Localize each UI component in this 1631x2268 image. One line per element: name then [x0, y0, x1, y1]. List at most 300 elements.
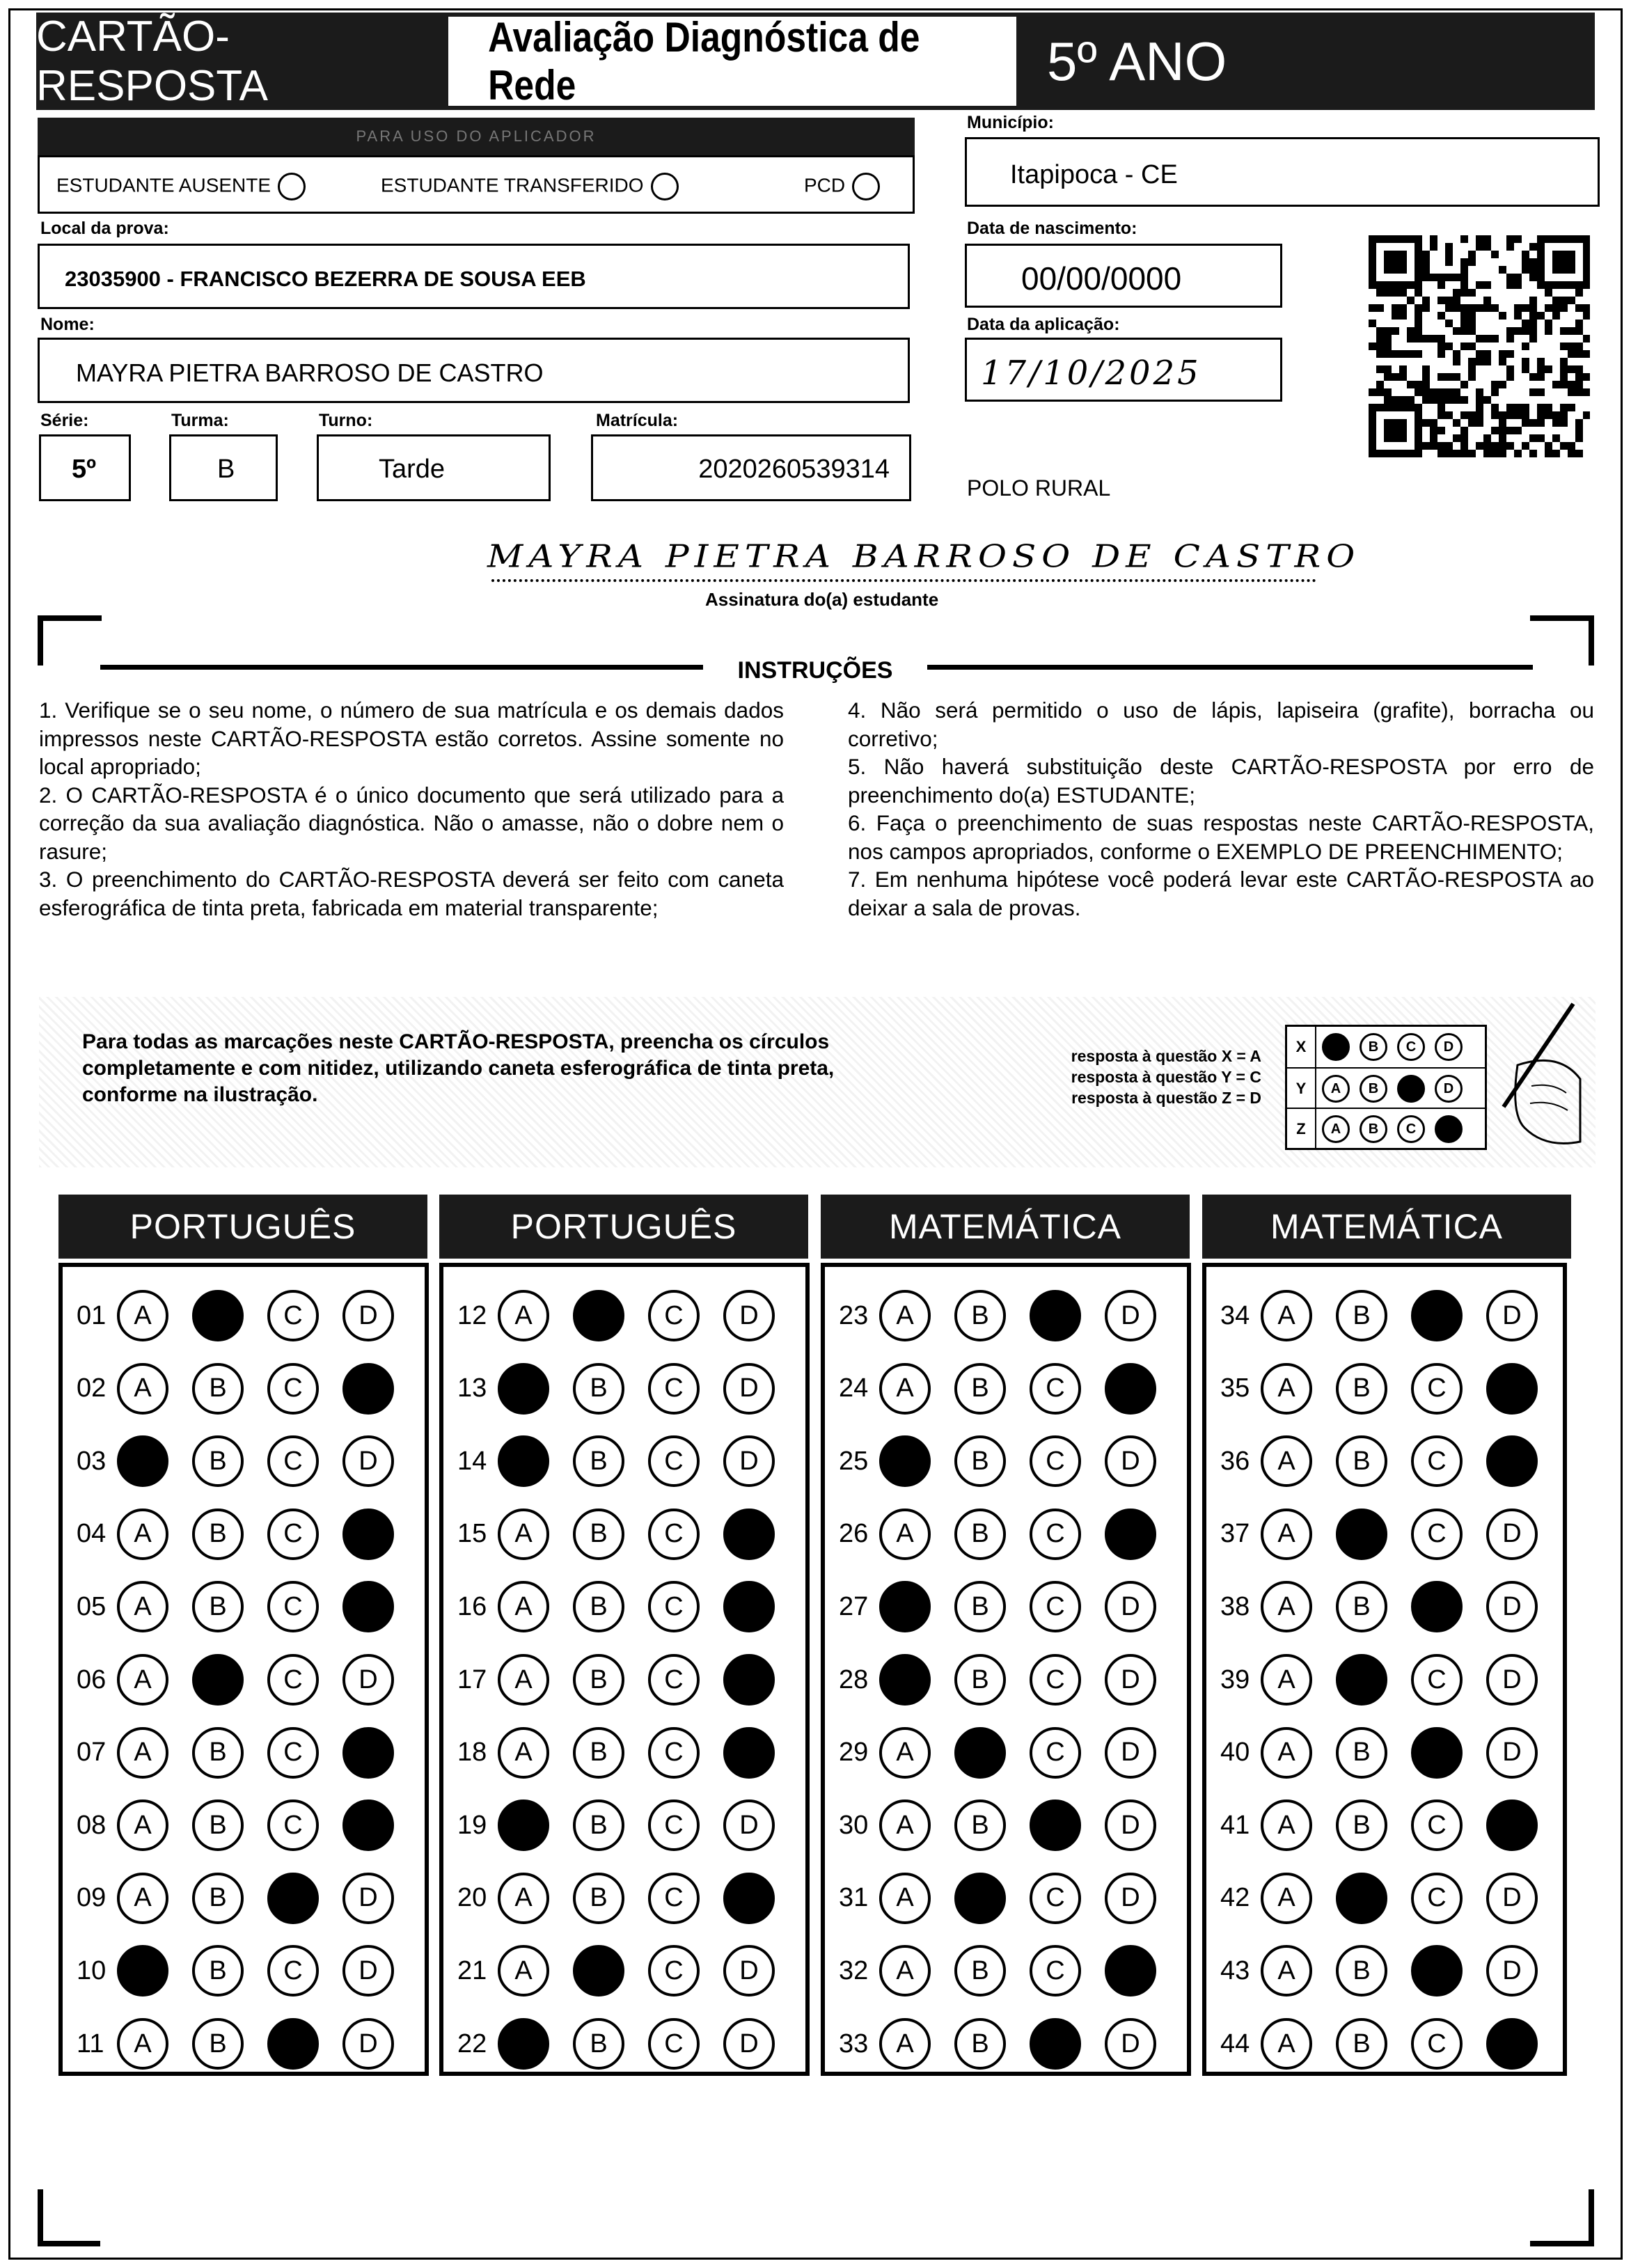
- aplicacao-label: Data da aplicação:: [967, 315, 1120, 334]
- question-number: 17: [457, 1664, 487, 1694]
- question-number: 43: [1220, 1955, 1250, 1985]
- question-number: 09: [77, 1883, 107, 1913]
- applicator-title-bar: [38, 118, 915, 155]
- serie-value: 5º: [72, 455, 97, 484]
- answer-bubble-a[interactable]: A: [117, 1727, 168, 1779]
- answer-bubble-c[interactable]: C: [1030, 1581, 1081, 1632]
- answer-bubble-d[interactable]: [1105, 1509, 1156, 1560]
- section-header-3: MATEMÁTICA: [821, 1195, 1190, 1259]
- answer-bubble-d[interactable]: D: [1105, 1727, 1156, 1779]
- answer-bubble-a[interactable]: [498, 1800, 549, 1851]
- answer-bubble-b[interactable]: B: [954, 1509, 1006, 1560]
- answer-bubble-d[interactable]: [342, 1363, 394, 1415]
- answer-bubble-c[interactable]: C: [1411, 1873, 1463, 1924]
- answer-bubble-b[interactable]: B: [1336, 1945, 1387, 1997]
- answer-bubble-c[interactable]: C: [1411, 1363, 1463, 1415]
- answer-bubble-c[interactable]: [1411, 1290, 1463, 1341]
- answer-bubble-a[interactable]: A: [1261, 1290, 1312, 1341]
- answer-bubble-b[interactable]: B: [573, 1727, 624, 1779]
- answer-bubble-d[interactable]: [723, 1727, 775, 1779]
- question-number: 39: [1220, 1664, 1250, 1694]
- question-number: 19: [457, 1810, 487, 1840]
- header-title-left: [36, 13, 448, 110]
- question-row: [457, 1722, 798, 1784]
- answer-bubble-d[interactable]: D: [723, 2018, 775, 2070]
- answer-bubble-c[interactable]: C: [267, 1290, 319, 1341]
- question-number: 21: [457, 1955, 487, 1985]
- answer-bubble-d[interactable]: D: [1486, 1581, 1538, 1632]
- answer-bubble-d[interactable]: [723, 1581, 775, 1632]
- example-bubble: B: [1360, 1115, 1387, 1143]
- answer-bubble-d[interactable]: D: [723, 1945, 775, 1997]
- nome-value: MAYRA PIETRA BARROSO DE CASTRO: [76, 359, 544, 387]
- answer-bubble-d[interactable]: [1105, 1945, 1156, 1997]
- question-number: 20: [457, 1883, 487, 1913]
- answer-bubble-c[interactable]: [267, 1873, 319, 1924]
- answer-bubble-b[interactable]: B: [954, 1581, 1006, 1632]
- answer-bubble-c[interactable]: C: [648, 1581, 700, 1632]
- aplicacao-handwritten: 17/10/2025: [981, 354, 1201, 393]
- answer-bubble-b[interactable]: B: [954, 1435, 1006, 1487]
- option-pcd-circle[interactable]: [852, 173, 880, 200]
- question-number: 26: [839, 1519, 869, 1549]
- answer-bubble-a[interactable]: [117, 1435, 168, 1487]
- answer-bubble-d[interactable]: D: [723, 1363, 775, 1415]
- answer-bubble-c[interactable]: C: [1030, 1945, 1081, 1997]
- answer-bubble-c[interactable]: C: [267, 1581, 319, 1632]
- example-bubble: A: [1322, 1075, 1350, 1103]
- answer-bubble-b[interactable]: [954, 1727, 1006, 1779]
- answer-bubble-d[interactable]: D: [1105, 2018, 1156, 2070]
- instructions-rule-right: [927, 665, 1533, 670]
- answer-bubble-a[interactable]: A: [879, 1945, 931, 1997]
- question-number: 32: [839, 1955, 869, 1985]
- answer-bubble-b[interactable]: [573, 1945, 624, 1997]
- question-row: [1220, 1430, 1561, 1493]
- answer-bubble-a[interactable]: [498, 1363, 549, 1415]
- turma-label: Turma:: [171, 411, 229, 430]
- answer-bubble-c[interactable]: [1030, 1290, 1081, 1341]
- answer-bubble-a[interactable]: A: [498, 1509, 549, 1560]
- answer-bubble-a[interactable]: A: [498, 1873, 549, 1924]
- answer-bubble-b[interactable]: B: [1336, 1435, 1387, 1487]
- answer-bubble-c[interactable]: C: [648, 1800, 700, 1851]
- answer-bubble-b[interactable]: B: [192, 1727, 244, 1779]
- municipio-label: Município:: [967, 113, 1054, 132]
- aplicacao-field[interactable]: [965, 338, 1282, 402]
- question-row: [457, 1357, 798, 1420]
- answer-bubble-d[interactable]: [342, 1727, 394, 1779]
- answer-bubble-a[interactable]: A: [1261, 2018, 1312, 2070]
- answer-bubble-b[interactable]: B: [1336, 2018, 1387, 2070]
- pen-hand-illustration: [1490, 1002, 1587, 1156]
- turno-value: Tarde: [379, 455, 446, 484]
- example-bubble: B: [1360, 1075, 1387, 1103]
- answer-bubble-b[interactable]: B: [573, 2018, 624, 2070]
- serie-label: Série:: [40, 411, 89, 430]
- answer-bubble-c[interactable]: [1411, 1945, 1463, 1997]
- answer-bubble-c[interactable]: [1411, 1727, 1463, 1779]
- answer-bubble-d[interactable]: D: [1486, 1290, 1538, 1341]
- header-title-left-text: CARTÃO-RESPOSTA: [36, 13, 269, 110]
- answer-bubble-b[interactable]: B: [1336, 1727, 1387, 1779]
- example-row: [1287, 1067, 1485, 1109]
- answer-bubble-c[interactable]: C: [267, 1727, 319, 1779]
- answer-bubble-c[interactable]: C: [1411, 1509, 1463, 1560]
- answer-bubble-a[interactable]: A: [498, 1581, 549, 1632]
- answer-bubble-d[interactable]: D: [1486, 1654, 1538, 1706]
- answer-bubble-a[interactable]: A: [117, 1581, 168, 1632]
- answer-bubble-b[interactable]: [192, 1290, 244, 1341]
- answer-bubble-d[interactable]: [342, 1800, 394, 1851]
- answer-bubble-c[interactable]: C: [1030, 1654, 1081, 1706]
- question-row: [77, 1939, 418, 2002]
- answer-bubble-d[interactable]: D: [1105, 1654, 1156, 1706]
- option-absent-label: ESTUDANTE AUSENTE: [56, 174, 271, 196]
- answer-bubble-a[interactable]: A: [1261, 1945, 1312, 1997]
- question-row: [77, 1357, 418, 1420]
- question-number: 36: [1220, 1446, 1250, 1476]
- answer-bubble-c[interactable]: C: [648, 1435, 700, 1487]
- answer-bubble-c[interactable]: C: [1411, 1435, 1463, 1487]
- corner-tl-v: [38, 615, 43, 666]
- answer-bubble-c[interactable]: [1030, 1800, 1081, 1851]
- question-number: 29: [839, 1738, 869, 1767]
- answer-bubble-c[interactable]: C: [1030, 1363, 1081, 1415]
- answer-bubble-a[interactable]: A: [117, 1363, 168, 1415]
- answer-bubble-d[interactable]: D: [342, 1290, 394, 1341]
- option-absent[interactable]: [56, 173, 306, 200]
- answer-bubble-a[interactable]: A: [1261, 1363, 1312, 1415]
- instruction-4: 4. Não será permitido o uso de lápis, lapiseira (grafite), borracha ou corretivo;: [848, 698, 1594, 751]
- answer-bubble-d[interactable]: D: [1486, 1873, 1538, 1924]
- answer-bubble-d[interactable]: D: [342, 1435, 394, 1487]
- option-transferred-circle[interactable]: [651, 173, 679, 200]
- answer-bubble-c[interactable]: C: [267, 1800, 319, 1851]
- applicator-options: [38, 155, 915, 214]
- answer-bubble-d[interactable]: D: [1486, 1945, 1538, 1997]
- answer-bubble-a[interactable]: A: [1261, 1727, 1312, 1779]
- question-row: [1220, 1939, 1561, 2002]
- answer-bubble-b[interactable]: B: [573, 1654, 624, 1706]
- answer-bubble-b[interactable]: [1336, 1509, 1387, 1560]
- answer-bubble-c[interactable]: C: [648, 1945, 700, 1997]
- question-row: [77, 1648, 418, 1711]
- answer-bubble-c[interactable]: C: [267, 1435, 319, 1487]
- answer-bubble-b[interactable]: B: [954, 1654, 1006, 1706]
- answer-bubble-a[interactable]: A: [879, 1290, 931, 1341]
- question-number: 10: [77, 1955, 107, 1985]
- answer-bubble-c[interactable]: C: [267, 1945, 319, 1997]
- answer-bubble-d[interactable]: D: [1486, 1509, 1538, 1560]
- example-row: [1287, 1027, 1485, 1067]
- question-number: 40: [1220, 1738, 1250, 1767]
- question-number: 01: [77, 1300, 107, 1330]
- answer-bubble-a[interactable]: [117, 1945, 168, 1997]
- corner-br-v: [1589, 2189, 1594, 2246]
- answer-bubble-d[interactable]: D: [1105, 1435, 1156, 1487]
- question-number: 22: [457, 2029, 487, 2058]
- answer-bubble-c[interactable]: C: [267, 1363, 319, 1415]
- turno-field: [317, 434, 551, 501]
- instructions-right: [848, 696, 1594, 922]
- answer-bubble-b[interactable]: B: [573, 1873, 624, 1924]
- answer-bubble-d[interactable]: D: [1105, 1800, 1156, 1851]
- answer-bubble-a[interactable]: A: [879, 1363, 931, 1415]
- question-number: 41: [1220, 1810, 1250, 1840]
- answer-bubble-d[interactable]: [342, 1509, 394, 1560]
- answer-bubble-d[interactable]: D: [723, 1435, 775, 1487]
- example-bubble: [1322, 1033, 1350, 1061]
- answer-bubble-a[interactable]: [879, 1435, 931, 1487]
- header-grade-text: 5º ANO: [1047, 30, 1227, 92]
- answer-bubble-d[interactable]: [1486, 1435, 1538, 1487]
- question-row: [457, 1284, 798, 1347]
- question-row: [457, 1939, 798, 2002]
- answer-bubble-a[interactable]: A: [879, 2018, 931, 2070]
- answer-bubble-c[interactable]: C: [1030, 1435, 1081, 1487]
- question-row: [457, 2013, 798, 2075]
- answer-bubble-b[interactable]: B: [1336, 1800, 1387, 1851]
- question-row: [839, 1722, 1180, 1784]
- answer-bubble-c[interactable]: C: [1030, 1727, 1081, 1779]
- example-row-label: Y: [1287, 1069, 1316, 1109]
- answer-bubble-b[interactable]: B: [192, 1363, 244, 1415]
- question-number: 18: [457, 1738, 487, 1767]
- answer-bubble-d[interactable]: D: [1486, 1727, 1538, 1779]
- answer-bubble-c[interactable]: [1411, 1581, 1463, 1632]
- answer-bubble-c[interactable]: [1030, 2018, 1081, 2070]
- answer-bubble-b[interactable]: B: [954, 1945, 1006, 1997]
- answer-bubble-c[interactable]: C: [648, 1363, 700, 1415]
- example-bubble: A: [1322, 1115, 1350, 1143]
- question-row: [77, 2013, 418, 2075]
- answer-bubble-a[interactable]: [498, 2018, 549, 2070]
- answer-bubble-c[interactable]: C: [1030, 1873, 1081, 1924]
- question-number: 28: [839, 1664, 869, 1694]
- example-bubble: D: [1435, 1075, 1463, 1103]
- question-number: 04: [77, 1519, 107, 1549]
- corner-tl-h: [38, 615, 102, 621]
- question-number: 08: [77, 1810, 107, 1840]
- answer-bubble-b[interactable]: [573, 1290, 624, 1341]
- question-row: [839, 1867, 1180, 1930]
- answer-bubble-d[interactable]: D: [342, 2018, 394, 2070]
- answer-bubble-c[interactable]: C: [1030, 1509, 1081, 1560]
- question-number: 27: [839, 1591, 869, 1621]
- answer-bubble-c[interactable]: C: [648, 1727, 700, 1779]
- answer-bubble-a[interactable]: A: [1261, 1800, 1312, 1851]
- answer-bubble-b[interactable]: B: [192, 1873, 244, 1924]
- option-pcd[interactable]: [804, 173, 880, 200]
- answer-bubble-c[interactable]: C: [1411, 1654, 1463, 1706]
- answer-bubble-c[interactable]: C: [267, 1509, 319, 1560]
- header-title-center-text: Avaliação Diagnóstica de Rede: [488, 14, 920, 109]
- nascimento-label: Data de nascimento:: [967, 219, 1137, 238]
- question-number: 12: [457, 1300, 487, 1330]
- question-number: 07: [77, 1738, 107, 1767]
- answer-bubble-b[interactable]: [1336, 1873, 1387, 1924]
- answer-bubble-c[interactable]: C: [648, 1290, 700, 1341]
- instruction-6: 6. Faça o preenchimento de suas respostas neste CARTÃO-RESPOSTA, nos campos apropriados, conforme o EXEMPLO DE PREENCHIMENTO;: [848, 810, 1594, 864]
- answer-bubble-a[interactable]: A: [1261, 1581, 1312, 1632]
- answer-bubble-d[interactable]: D: [1105, 1290, 1156, 1341]
- answer-bubble-d[interactable]: [1105, 1363, 1156, 1415]
- answer-bubble-d[interactable]: D: [723, 1290, 775, 1341]
- answer-bubble-d[interactable]: [723, 1873, 775, 1924]
- option-transferred[interactable]: [381, 173, 679, 200]
- corner-br-h: [1530, 2241, 1594, 2246]
- question-number: 03: [77, 1446, 107, 1476]
- example-legend-x: resposta à questão X = A: [1071, 1047, 1261, 1065]
- question-row: [839, 1503, 1180, 1566]
- answer-bubble-a[interactable]: A: [117, 2018, 168, 2070]
- answer-bubble-b[interactable]: B: [954, 1800, 1006, 1851]
- instructions-title: INSTRUÇÕES: [737, 657, 893, 684]
- answer-bubble-c[interactable]: C: [648, 2018, 700, 2070]
- answer-bubble-c[interactable]: C: [1411, 1800, 1463, 1851]
- answer-bubble-d[interactable]: D: [1105, 1581, 1156, 1632]
- answer-bubble-b[interactable]: B: [192, 1945, 244, 1997]
- answer-bubble-a[interactable]: A: [117, 1290, 168, 1341]
- corner-tr-h: [1530, 615, 1594, 621]
- answer-bubble-a[interactable]: A: [1261, 1509, 1312, 1560]
- answer-bubble-a[interactable]: A: [879, 1509, 931, 1560]
- answer-bubble-a[interactable]: [879, 1654, 931, 1706]
- example-bubble: C: [1397, 1115, 1425, 1143]
- answer-bubble-a[interactable]: A: [879, 1727, 931, 1779]
- answer-bubble-c[interactable]: C: [267, 1654, 319, 1706]
- answer-bubble-b[interactable]: B: [192, 1800, 244, 1851]
- answer-bubble-b[interactable]: B: [954, 1363, 1006, 1415]
- answer-bubble-b[interactable]: B: [954, 1290, 1006, 1341]
- answer-bubble-b[interactable]: B: [192, 1435, 244, 1487]
- matricula-field: [591, 434, 911, 501]
- question-row: [839, 1284, 1180, 1347]
- question-row: [839, 1939, 1180, 2002]
- answer-bubble-a[interactable]: A: [498, 1945, 549, 1997]
- question-row: [457, 1430, 798, 1493]
- answer-bubble-b[interactable]: B: [1336, 1581, 1387, 1632]
- answer-bubble-b[interactable]: B: [1336, 1290, 1387, 1341]
- option-absent-circle[interactable]: [278, 173, 306, 200]
- answer-bubble-d[interactable]: D: [342, 1654, 394, 1706]
- question-row: [1220, 2013, 1561, 2075]
- answer-bubble-b[interactable]: B: [573, 1800, 624, 1851]
- signature-handwritten[interactable]: MAYRA PIETRA BARROSO DE CASTRO: [487, 537, 1361, 575]
- answer-bubble-b[interactable]: [954, 1873, 1006, 1924]
- question-row: [77, 1867, 418, 1930]
- answer-bubble-b[interactable]: B: [573, 1435, 624, 1487]
- question-row: [1220, 1284, 1561, 1347]
- question-row: [1220, 1648, 1561, 1711]
- answer-bubble-d[interactable]: D: [723, 1800, 775, 1851]
- answer-bubble-b[interactable]: B: [1336, 1363, 1387, 1415]
- answer-bubble-a[interactable]: A: [1261, 1435, 1312, 1487]
- example-bubble: [1397, 1075, 1425, 1103]
- question-row: [839, 1648, 1180, 1711]
- question-number: 13: [457, 1373, 487, 1403]
- example-text: Para todas as marcações neste CARTÃO-RESPOSTA, preencha os círculos completamente e com nitidez, utilizando caneta esferográfica de tinta preta, conforme na ilustração.: [82, 1030, 835, 1106]
- answer-bubble-a[interactable]: A: [117, 1509, 168, 1560]
- question-row: [1220, 1867, 1561, 1930]
- answer-bubble-a[interactable]: A: [879, 1800, 931, 1851]
- question-number: 23: [839, 1300, 869, 1330]
- serie-field: [39, 434, 131, 501]
- corner-tr-v: [1589, 615, 1594, 666]
- answer-bubble-d[interactable]: [1486, 2018, 1538, 2070]
- answer-bubble-a[interactable]: A: [498, 1290, 549, 1341]
- question-number: 34: [1220, 1300, 1250, 1330]
- answer-bubble-d[interactable]: D: [342, 1945, 394, 1997]
- turno-label: Turno:: [319, 411, 373, 430]
- question-number: 02: [77, 1373, 107, 1403]
- answer-bubble-a[interactable]: A: [498, 1727, 549, 1779]
- answer-bubble-c[interactable]: C: [648, 1873, 700, 1924]
- answer-bubble-b[interactable]: B: [192, 2018, 244, 2070]
- answer-bubble-a[interactable]: A: [1261, 1654, 1312, 1706]
- answer-bubble-a[interactable]: A: [117, 1800, 168, 1851]
- answer-bubble-c[interactable]: C: [648, 1509, 700, 1560]
- nascimento-value: 00/00/0000: [1021, 260, 1182, 297]
- answer-bubble-b[interactable]: B: [573, 1509, 624, 1560]
- question-number: 44: [1220, 2029, 1250, 2058]
- option-pcd-label: PCD: [804, 174, 846, 196]
- answer-bubble-d[interactable]: [723, 1509, 775, 1560]
- answer-bubble-c[interactable]: C: [1411, 2018, 1463, 2070]
- answer-bubble-d[interactable]: [1486, 1800, 1538, 1851]
- answer-bubble-b[interactable]: [1336, 1654, 1387, 1706]
- answer-bubble-a[interactable]: [879, 1581, 931, 1632]
- answer-bubble-a[interactable]: A: [879, 1873, 931, 1924]
- answer-bubble-c[interactable]: C: [648, 1654, 700, 1706]
- question-row: [457, 1867, 798, 1930]
- example-bubble: D: [1435, 1033, 1463, 1061]
- answer-bubble-a[interactable]: A: [117, 1873, 168, 1924]
- answer-bubble-a[interactable]: A: [498, 1654, 549, 1706]
- header-title-center: [448, 13, 1016, 110]
- answer-bubble-c[interactable]: [267, 2018, 319, 2070]
- answer-bubble-b[interactable]: [192, 1654, 244, 1706]
- answer-bubble-a[interactable]: A: [117, 1654, 168, 1706]
- answer-bubble-a[interactable]: [498, 1435, 549, 1487]
- answer-bubble-b[interactable]: B: [192, 1581, 244, 1632]
- instruction-5: 5. Não haverá substituição deste CARTÃO-RESPOSTA por erro de preenchimento do(a) ESTUDANTE;: [848, 754, 1594, 808]
- answer-bubble-d[interactable]: D: [342, 1873, 394, 1924]
- example-bubble: B: [1360, 1033, 1387, 1061]
- answer-bubble-b[interactable]: B: [573, 1363, 624, 1415]
- answer-bubble-d[interactable]: D: [1105, 1873, 1156, 1924]
- answer-bubble-b[interactable]: B: [573, 1581, 624, 1632]
- answer-bubble-b[interactable]: B: [954, 2018, 1006, 2070]
- municipio-value: Itapipoca - CE: [1010, 160, 1178, 189]
- local-field: [38, 244, 910, 309]
- question-number: 30: [839, 1810, 869, 1840]
- answer-bubble-a[interactable]: A: [1261, 1873, 1312, 1924]
- answer-bubble-d[interactable]: [1486, 1363, 1538, 1415]
- example-bubble: C: [1397, 1033, 1425, 1061]
- question-row: [77, 1284, 418, 1347]
- section-header-1: PORTUGUÊS: [58, 1195, 427, 1259]
- question-row: [1220, 1503, 1561, 1566]
- answer-bubble-b[interactable]: B: [192, 1509, 244, 1560]
- answer-bubble-d[interactable]: [342, 1581, 394, 1632]
- example-row-label: Z: [1287, 1109, 1316, 1149]
- answer-bubble-d[interactable]: [723, 1654, 775, 1706]
- instructions-left: [39, 696, 784, 922]
- question-row: [77, 1722, 418, 1784]
- section-header-4: MATEMÁTICA: [1202, 1195, 1571, 1259]
